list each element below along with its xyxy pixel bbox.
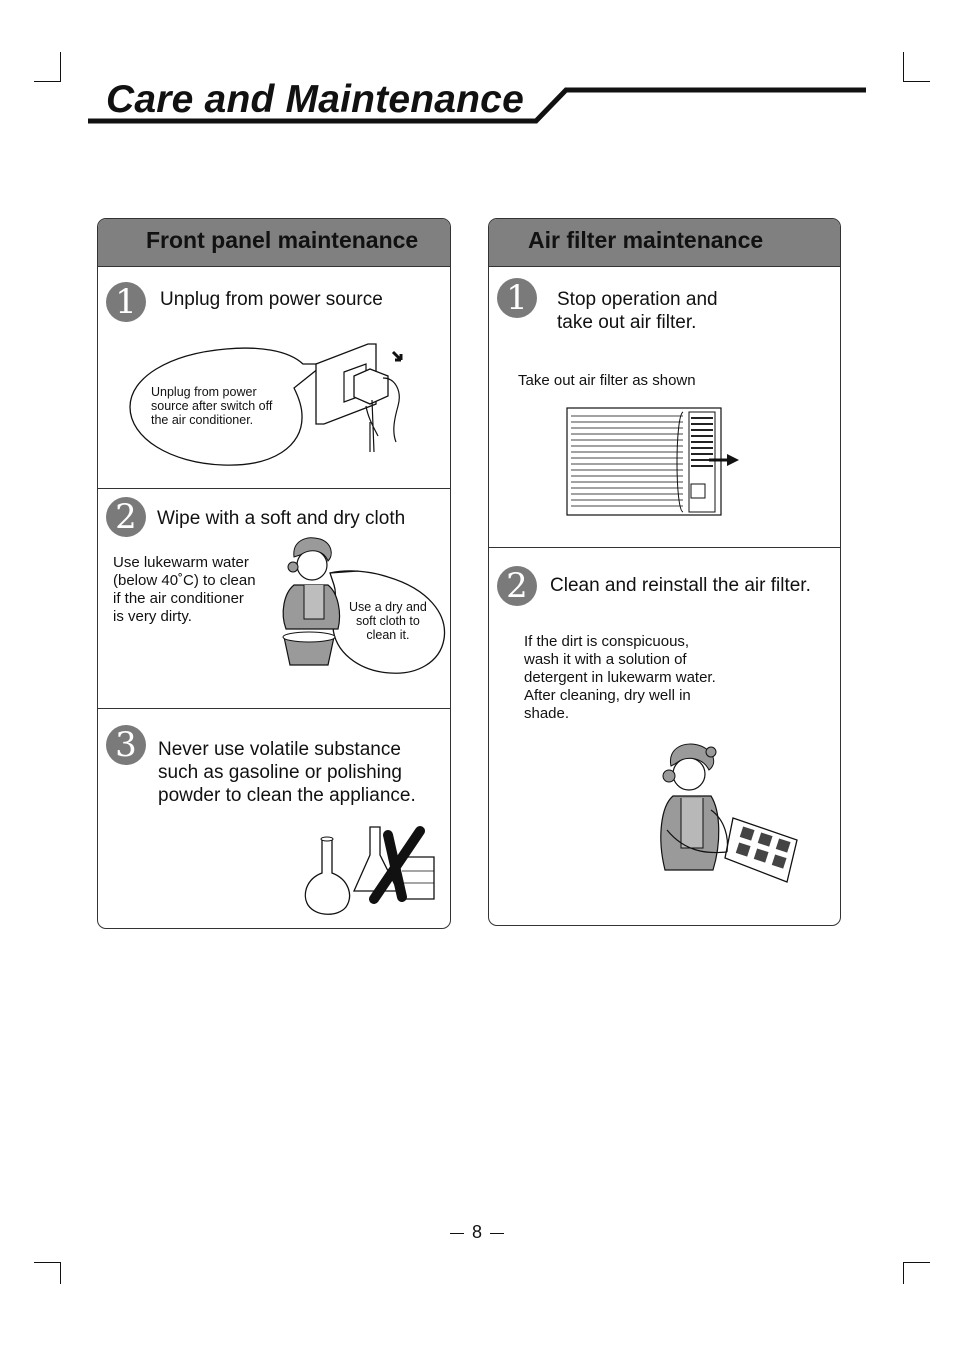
step-3-text: Never use volatile substance such as gasoline or polishing powder to clean the appliance. [158, 739, 416, 806]
page-number-dash-right [490, 1233, 504, 1234]
page-title: Care and Maintenance [106, 78, 524, 121]
front-panel-header-label: Front panel maintenance [146, 227, 419, 253]
lukewarm-water-note: Use lukewarm water (below 40˚C) to clean if the air conditioner is very dirty. [113, 554, 256, 625]
step-number-badge: 2 [497, 566, 537, 606]
page-number-dash-left [450, 1233, 464, 1234]
crop-mark-top-left-v [60, 52, 61, 82]
filter-removal-caption: Take out air filter as shown [518, 372, 696, 389]
unplug-callout-text: Unplug from power source after switch off the air conditioner. [151, 385, 273, 427]
page-number [0, 1222, 954, 1243]
front-step-3 [98, 708, 450, 929]
front-panel-maintenance-card [97, 218, 451, 929]
unplug-illustration [98, 266, 450, 488]
filter-step-2 [489, 547, 840, 926]
step-number-badge: 3 [106, 725, 146, 765]
crop-mark-bottom-left-h [34, 1262, 61, 1263]
front-step-1 [98, 266, 450, 488]
woman-wiping-illustration [98, 489, 450, 709]
step-number-badge: 1 [497, 278, 537, 318]
page-header [88, 74, 868, 130]
woman-holding-filter-illustration [489, 548, 840, 926]
filter-step-1 [489, 266, 840, 547]
dry-cloth-callout-text: Use a dry and soft cloth to clean it. [349, 600, 427, 642]
air-filter-header [489, 219, 840, 267]
step-number-badge: 1 [106, 282, 146, 322]
page-number-value: 8 [471, 1222, 482, 1242]
crop-mark-bottom-right-v [903, 1262, 904, 1284]
front-step-2 [98, 488, 450, 709]
volatile-substance-illustration [98, 709, 450, 929]
air-filter-maintenance-card [488, 218, 841, 926]
filter-step-2-text: Clean and reinstall the air filter. [550, 575, 811, 596]
detergent-wash-note: If the dirt is conspicuous, wash it with a solution of detergent in lukewarm water. After cleaning, dry well in shade. [524, 633, 716, 722]
crop-mark-top-right-v [903, 52, 904, 82]
crop-mark-bottom-left-v [60, 1262, 61, 1284]
crop-mark-bottom-right-h [903, 1262, 930, 1263]
step-2-text: Wipe with a soft and dry cloth [157, 508, 406, 529]
step-1-text: Unplug from power source [160, 289, 383, 310]
crop-mark-top-right-h [903, 81, 930, 82]
crop-mark-top-left-h [34, 81, 61, 82]
air-filter-header-label: Air filter maintenance [528, 227, 764, 253]
step-number-badge: 2 [106, 497, 146, 537]
air-filter-removal-illustration [489, 266, 840, 547]
front-panel-header [98, 219, 450, 267]
filter-step-1-text: Stop operation and take out air filter. [557, 289, 718, 333]
